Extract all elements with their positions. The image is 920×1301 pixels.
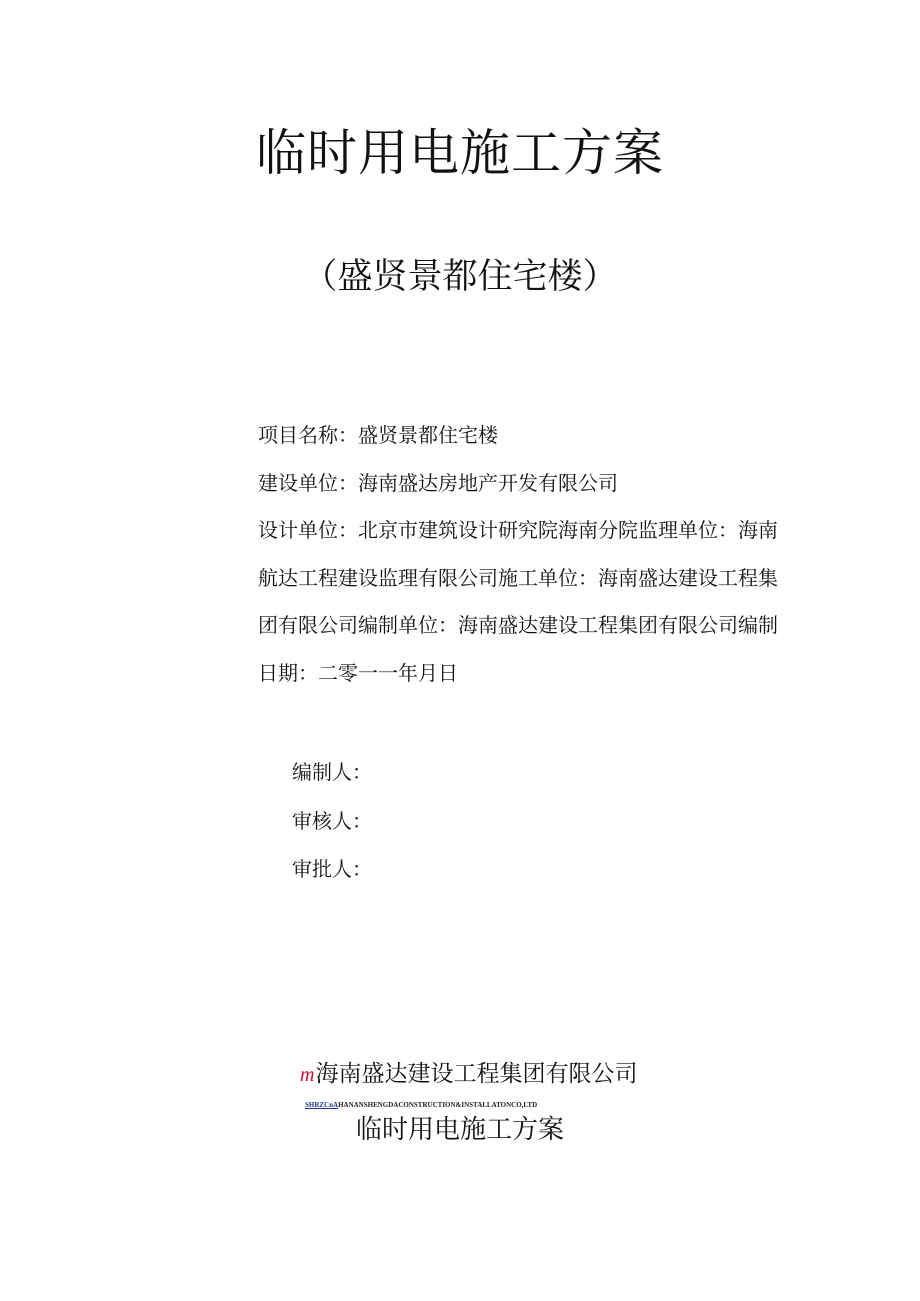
project-name-line: 项目名称：盛贤景都住宅楼 bbox=[258, 423, 498, 447]
developer-line: 建设单位：海南盛达房地产开发有限公司 bbox=[258, 470, 618, 495]
date-line: 日期：二零一一年月日 bbox=[258, 660, 458, 685]
company-name-cn: 海南盛达建设工程集团有限公司 bbox=[315, 1061, 638, 1087]
approver-label: 审批人： bbox=[292, 857, 372, 881]
company-name-line bbox=[300, 1056, 637, 1093]
company-logo-icon: m bbox=[300, 1064, 315, 1086]
units-paragraph-line-3: 团有限公司编制单位：海南盛达建设工程集团有限公司编制 bbox=[258, 613, 778, 637]
company-name-en: HANANSHENGDACONSTRUCTION&INSTALLATONCO,LTD bbox=[338, 1101, 538, 1109]
document-title: 临时用电施工方案 bbox=[256, 124, 664, 182]
project-subtitle: （盛贤景都住宅楼） bbox=[302, 257, 618, 297]
compiler-label: 编制人： bbox=[292, 760, 372, 784]
project-info bbox=[258, 412, 818, 697]
units-paragraph-line-2: 航达工程建设监理有限公司施工单位：海南盛达建设工程集 bbox=[258, 565, 778, 590]
reviewer-label: 审核人： bbox=[292, 808, 372, 833]
footer-title: 临时用电施工方案 bbox=[355, 1115, 564, 1145]
company-en-prefix: SHRZCnA bbox=[305, 1101, 339, 1109]
company-name-en-line bbox=[305, 1100, 537, 1110]
units-paragraph-line-1: 设计单位：北京市建筑设计研究院海南分院监理单位：海南 bbox=[258, 518, 778, 542]
signature-block bbox=[292, 748, 372, 894]
